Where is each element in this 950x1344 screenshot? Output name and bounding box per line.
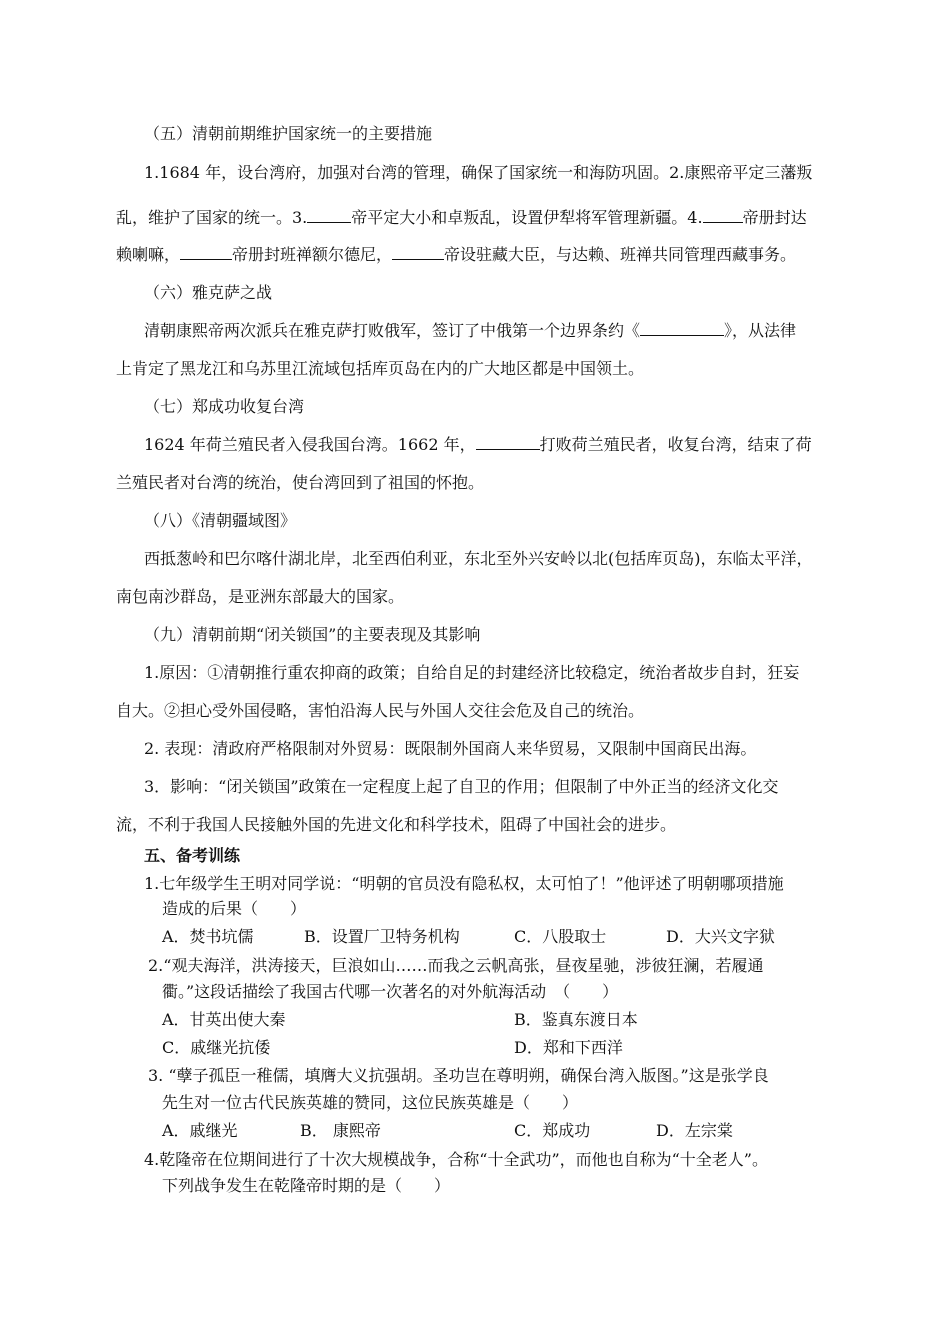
text-span: 》，从法律	[724, 321, 797, 340]
text-span: 1624 年荷兰殖民者入侵我国台湾。1662 年，	[144, 435, 476, 454]
question-3-line-1: 3. “孽子孤臣一稚儒，填膺大义抗强胡。圣功岂在尊明朔，确保台湾入版图。”这是张学良	[148, 1066, 769, 1085]
section-7-line-1	[144, 435, 812, 455]
text-span: 赖喇嘛，	[116, 245, 181, 264]
question-2-option-d: D．郑和下西洋	[514, 1038, 623, 1057]
question-4-line-2: 下列战争发生在乾隆帝时期的是（ ）	[162, 1176, 451, 1195]
question-2-option-b: B．鉴真东渡日本	[514, 1010, 638, 1029]
section-6-title: （六）雅克萨之战	[144, 283, 273, 302]
section-5-line-1: 1.1684 年，设台湾府，加强对台湾的管理，确保了国家统一和海防巩固。2.康熙帝平定三藩叛	[144, 163, 813, 182]
question-1-option-d: D．大兴文字狱	[666, 927, 775, 946]
text-span: 帝册封班禅额尔德尼，	[232, 245, 393, 264]
section-9-line-3: 2. 表现：清政府严格限制对外贸易：既限制外国商人来华贸易，又限制中国商民出海。	[144, 739, 757, 758]
question-1-line-1: 1.七年级学生王明对同学说：“明朝的官员没有隐私权，太可怕了！”他评述了明朝哪项措施	[144, 874, 784, 893]
text-span: 帝设驻藏大臣，与达赖、班禅共同管理西藏事务。	[444, 245, 797, 264]
fill-blank	[392, 245, 444, 260]
section-8-line-1: 西抵葱岭和巴尔喀什湖北岸，北至西伯利亚，东北至外兴安岭以北(包括库页岛)，东临太平洋，	[144, 549, 813, 568]
section-6-line-1	[144, 321, 796, 341]
question-3-option-b: B． 康熙帝	[300, 1121, 381, 1140]
question-1-option-c: C．八股取士	[514, 927, 607, 946]
question-3-option-d: D．左宗棠	[656, 1121, 733, 1140]
fill-blank	[180, 245, 232, 260]
question-2-line-2: 衢。”这段话描绘了我国古代哪一次著名的对外航海活动 （ ）	[162, 982, 619, 1001]
question-3-line-2: 先生对一位古代民族英雄的赞同，这位民族英雄是（ ）	[162, 1093, 579, 1112]
question-4-line-1: 4.乾隆帝在位期间进行了十次大规模战争，合称“十全武功”，而他也自称为“十全老人”。	[144, 1150, 768, 1169]
section-5-line-3	[116, 245, 796, 265]
section-9-line-2: 自大。②担心受外国侵略，害怕沿海人民与外国人交往会危及自己的统治。	[116, 701, 645, 720]
text-span: 打败荷兰殖民者，收复台湾，结束了荷	[539, 435, 812, 454]
section-5-line-2	[116, 208, 807, 228]
section-9-title: （九）清朝前期“闭关锁国”的主要表现及其影响	[144, 625, 481, 644]
section-9-line-5: 流，不利于我国人民接触外国的先进文化和科学技术，阻碍了中国社会的进步。	[116, 815, 677, 834]
question-2-option-a: A．甘英出使大秦	[162, 1010, 286, 1029]
section-9-line-4: 3．影响：“闭关锁国”政策在一定程度上起了自卫的作用；但限制了中外正当的经济文化交	[144, 777, 779, 796]
section-8-line-2: 南包南沙群岛，是亚洲东部最大的国家。	[116, 587, 405, 606]
question-2-option-c: C．戚继光抗倭	[162, 1038, 271, 1057]
question-2-line-1: 2.“观夫海洋，洪涛接天，巨浪如山……而我之云帆高张，昼夜星驰，涉彼狂澜，若履通	[148, 956, 764, 975]
section-6-line-2: 上肯定了黑龙江和乌苏里江流域包括库页岛在内的广大地区都是中国领土。	[116, 359, 645, 378]
question-3-option-a: A．戚继光	[162, 1121, 238, 1140]
fill-blank	[307, 208, 351, 223]
section-7-line-2: 兰殖民者对台湾的统治，使台湾回到了祖国的怀抱。	[116, 473, 485, 492]
text-span: 清朝康熙帝两次派兵在雅克萨打败俄军，签订了中俄第一个边界条约《	[144, 321, 641, 340]
exercise-heading: 五、备考训练	[144, 846, 241, 865]
section-8-title: （八）《清朝疆域图》	[144, 511, 297, 530]
fill-blank	[703, 208, 743, 223]
text-span: 乱，维护了国家的统一。3.	[116, 208, 308, 227]
section-9-line-1: 1.原因：①清朝推行重农抑商的政策；自给自足的封建经济比较稳定，统治者故步自封，狂妄	[144, 663, 800, 682]
text-span: 帝册封达	[742, 208, 807, 227]
question-1-option-b: B．设置厂卫特务机构	[304, 927, 460, 946]
fill-blank	[640, 321, 724, 336]
section-7-title: （七）郑成功收复台湾	[144, 397, 305, 416]
section-5-title: （五）清朝前期维护国家统一的主要措施	[144, 124, 433, 143]
fill-blank	[476, 435, 540, 450]
question-1-option-a: A．焚书坑儒	[162, 927, 254, 946]
text-span: 帝平定大小和卓叛乱，设置伊犁将军管理新疆。4.	[351, 208, 703, 227]
question-1-line-2: 造成的后果（ ）	[162, 899, 307, 918]
question-3-option-c: C．郑成功	[514, 1121, 591, 1140]
